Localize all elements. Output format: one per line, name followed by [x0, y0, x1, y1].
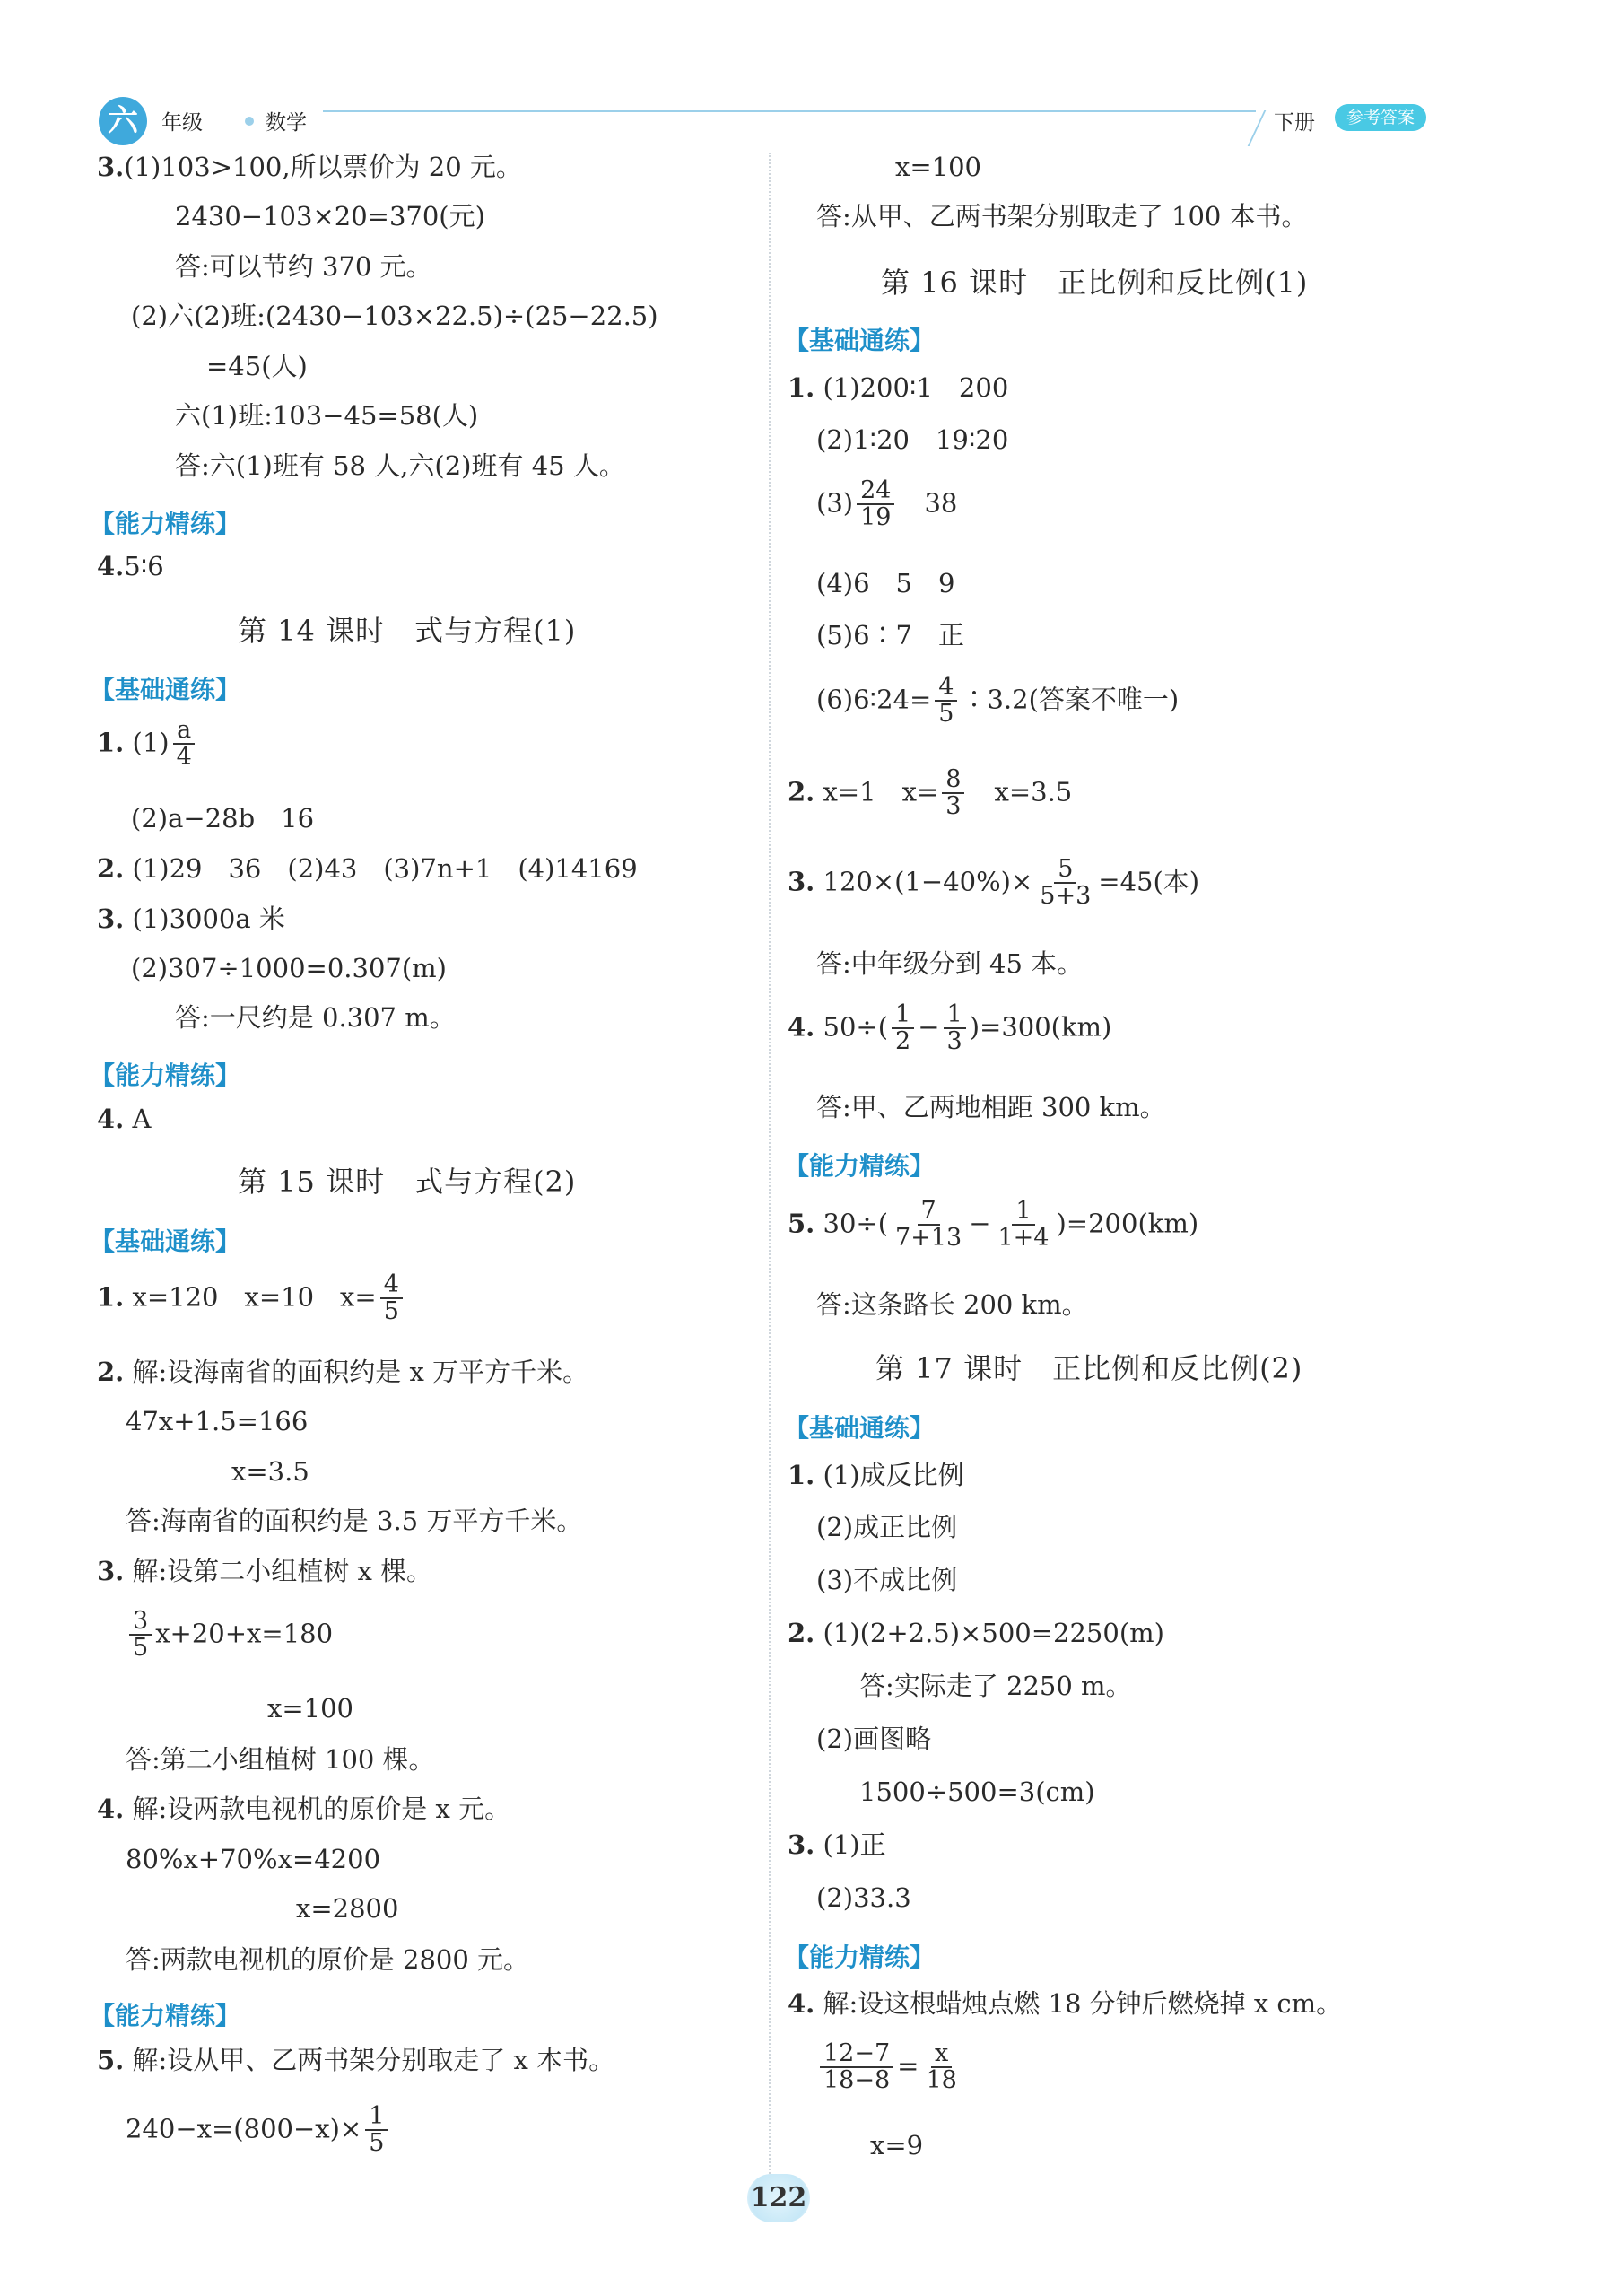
answer-line: 2430−103×20=370(元)	[175, 201, 485, 231]
answer-line: 240−x=(800−x)× $\frac{1}{5}$	[126, 2104, 391, 2157]
answer-badge: 参考答案	[1335, 104, 1426, 131]
page-number: 122	[747, 2174, 810, 2222]
answer-line: (6)6∶24= $\frac{4}{5}$ ∶3.2(答案不唯一)	[816, 673, 1180, 729]
answer-line: 5. 解:设从甲、乙两书架分别取走了 x 本书。	[97, 2045, 615, 2075]
answer-line: 1500÷500=3(cm)	[859, 1777, 1095, 1807]
section-tag: 【能力精练】	[784, 1942, 936, 1972]
answer-line: x=2800	[296, 1893, 399, 1924]
answer-line: 答:第二小组植树 100 棵。	[126, 1744, 435, 1775]
column-divider	[769, 153, 771, 2198]
answer-line: 答:甲、乙两地相距 300 km。	[816, 1092, 1166, 1122]
answer-line: 5. 30÷( $\frac{7}{7+13}$ − $\frac{1}{1+4}$ )=200(km)	[788, 1197, 1199, 1253]
answer-line: 3. 120×(1−40%)× $\frac{5}{5+3}$ =45(本)	[788, 855, 1200, 911]
answer-line: (3) $\frac{24}{19}$ 38	[816, 476, 958, 532]
answer-line: 4. 解:设两款电视机的原价是 x 元。	[97, 1794, 511, 1824]
answer-line: 47x+1.5=166	[126, 1406, 309, 1436]
answer-line: 3. (1)正	[788, 1829, 886, 1860]
lesson-title: 第 16 课时 正比例和反比例(1)	[881, 266, 1309, 300]
fraction: $\frac{1}{3}$	[944, 1002, 966, 1055]
answer-line: (4)6 5 9	[816, 568, 955, 598]
answer-line: (2)a−28b 16	[131, 803, 315, 834]
lesson-title: 第 17 课时 正比例和反比例(2)	[875, 1351, 1303, 1385]
answer-line: 答:一尺约是 0.307 m。	[175, 1002, 456, 1033]
answer-line: 答:海南省的面积约是 3.5 万平方千米。	[126, 1506, 583, 1536]
fraction: $\frac{x}{18}$	[926, 2039, 957, 2095]
answer-line: 答:从甲、乙两书架分别取走了 100 本书。	[816, 201, 1308, 231]
answer-line: 3. (1)3000a 米	[97, 904, 285, 934]
answer-line: 2. (1)(2+2.5)×500=2250(m)	[788, 1618, 1164, 1648]
answer-line: 4. 50÷( $\frac{1}{2}$ − $\frac{1}{3}$ )=300(km)	[788, 1000, 1112, 1056]
page-header	[0, 0, 1620, 153]
answer-line: (2)画图略	[816, 1724, 932, 1754]
section-tag: 【能力精练】	[90, 2001, 241, 2030]
fraction: $\frac{1}{1+4}$	[997, 1197, 1050, 1253]
answer-line: 80%x+70%x=4200	[126, 1844, 381, 1874]
volume-label: 下册	[1274, 111, 1315, 135]
answer-line: (3)不成比例	[816, 1565, 958, 1595]
fraction: $\frac{3}{5}$	[129, 1609, 152, 1662]
fraction: $\frac{1}{2}$	[892, 1002, 914, 1055]
header-rule	[323, 110, 1256, 112]
answer-line: (2)307÷1000=0.307(m)	[131, 953, 447, 983]
answer-line: 答:可以节约 370 元。	[175, 251, 432, 282]
answer-line: 4. 解:设这根蜡烛点燃 18 分钟后燃烧掉 x cm。	[788, 1988, 1343, 2019]
answer-line: (2)六(2)班:(2430−103×22.5)÷(25−22.5)	[131, 301, 658, 331]
answer-line: 答:两款电视机的原价是 2800 元。	[126, 1944, 530, 1975]
section-tag: 【基础通练】	[784, 326, 936, 355]
grade-label: 年级	[161, 111, 203, 135]
answer-line: 答:实际走了 2250 m。	[859, 1671, 1132, 1701]
answer-line: 2. (1)29 36 (2)43 (3)7n+1 (4)14169	[97, 853, 638, 884]
fraction: $\frac{4}{5}$	[935, 675, 957, 728]
answer-line: x=9	[870, 2130, 924, 2161]
answer-line: x=100	[267, 1693, 354, 1724]
answer-line: 1. (1) $\frac{a}{4}$	[97, 718, 199, 771]
fraction: $\frac{8}{3}$	[942, 767, 964, 820]
grade-badge: 六	[99, 97, 147, 145]
section-tag: 【能力精练】	[90, 509, 241, 538]
answer-line: 3. 解:设第二小组植树 x 棵。	[97, 1556, 433, 1586]
fraction: $\frac{12-7}{18-8}$	[820, 2041, 893, 2094]
answer-line: =45(人)	[206, 351, 308, 381]
answer-line: 1. x=120 x=10 x= $\frac{4}{5}$	[97, 1272, 406, 1325]
answer-line: 1. (1)200∶1 200	[788, 372, 1009, 403]
answer-line: 答:六(1)班有 58 人,六(2)班有 45 人。	[175, 450, 625, 481]
answer-line: (2)成正比例	[816, 1512, 958, 1542]
answer-line: (2)33.3	[816, 1882, 911, 1913]
subject-label: 数学	[266, 111, 307, 135]
answer-line: 3.(1)103>100,所以票价为 20 元。	[97, 152, 522, 182]
answer-line: 4. A	[97, 1104, 152, 1134]
lesson-title: 第 14 课时 式与方程(1)	[238, 614, 577, 648]
section-tag: 【能力精练】	[784, 1151, 936, 1181]
answer-line: x=3.5	[231, 1456, 309, 1487]
fraction: $\frac{7}{7+13}$	[895, 1197, 962, 1253]
answer-line: $\frac{12-7}{18-8}$ = $\frac{x}{18}$	[816, 2041, 964, 2094]
fraction: $\frac{1}{5}$	[365, 2104, 388, 2157]
answer-line: 答:中年级分到 45 本。	[816, 948, 1084, 979]
answer-line: (2)1∶20 19∶20	[816, 424, 1009, 455]
section-tag: 【基础通练】	[90, 1227, 241, 1256]
fraction: $\frac{5}{5+3}$	[1040, 855, 1092, 911]
section-tag: 【基础通练】	[90, 675, 241, 704]
fraction: $\frac{24}{19}$	[857, 478, 894, 531]
answer-line: (5)6∶7 正	[816, 620, 964, 650]
answer-line: x=100	[895, 152, 982, 182]
section-tag: 【基础通练】	[784, 1413, 936, 1443]
answer-line: 4.5∶6	[97, 551, 164, 581]
lesson-title: 第 15 课时 式与方程(2)	[238, 1165, 577, 1199]
section-tag: 【能力精练】	[90, 1061, 241, 1090]
fraction: $\frac{4}{5}$	[380, 1272, 403, 1325]
answer-line: 1. (1)成反比例	[788, 1460, 964, 1490]
answer-line: $\frac{3}{5}$ x+20+x=180	[126, 1609, 333, 1662]
separator-dot	[245, 117, 254, 126]
answer-line: 答:这条路长 200 km。	[816, 1289, 1088, 1320]
answer-line: 2. 解:设海南省的面积约是 x 万平方千米。	[97, 1357, 589, 1387]
answer-line: 2. x=1 x= $\frac{8}{3}$ x=3.5	[788, 765, 1073, 821]
answer-line: 六(1)班:103−45=58(人)	[175, 400, 479, 431]
fraction: $\frac{a}{4}$	[173, 718, 196, 771]
